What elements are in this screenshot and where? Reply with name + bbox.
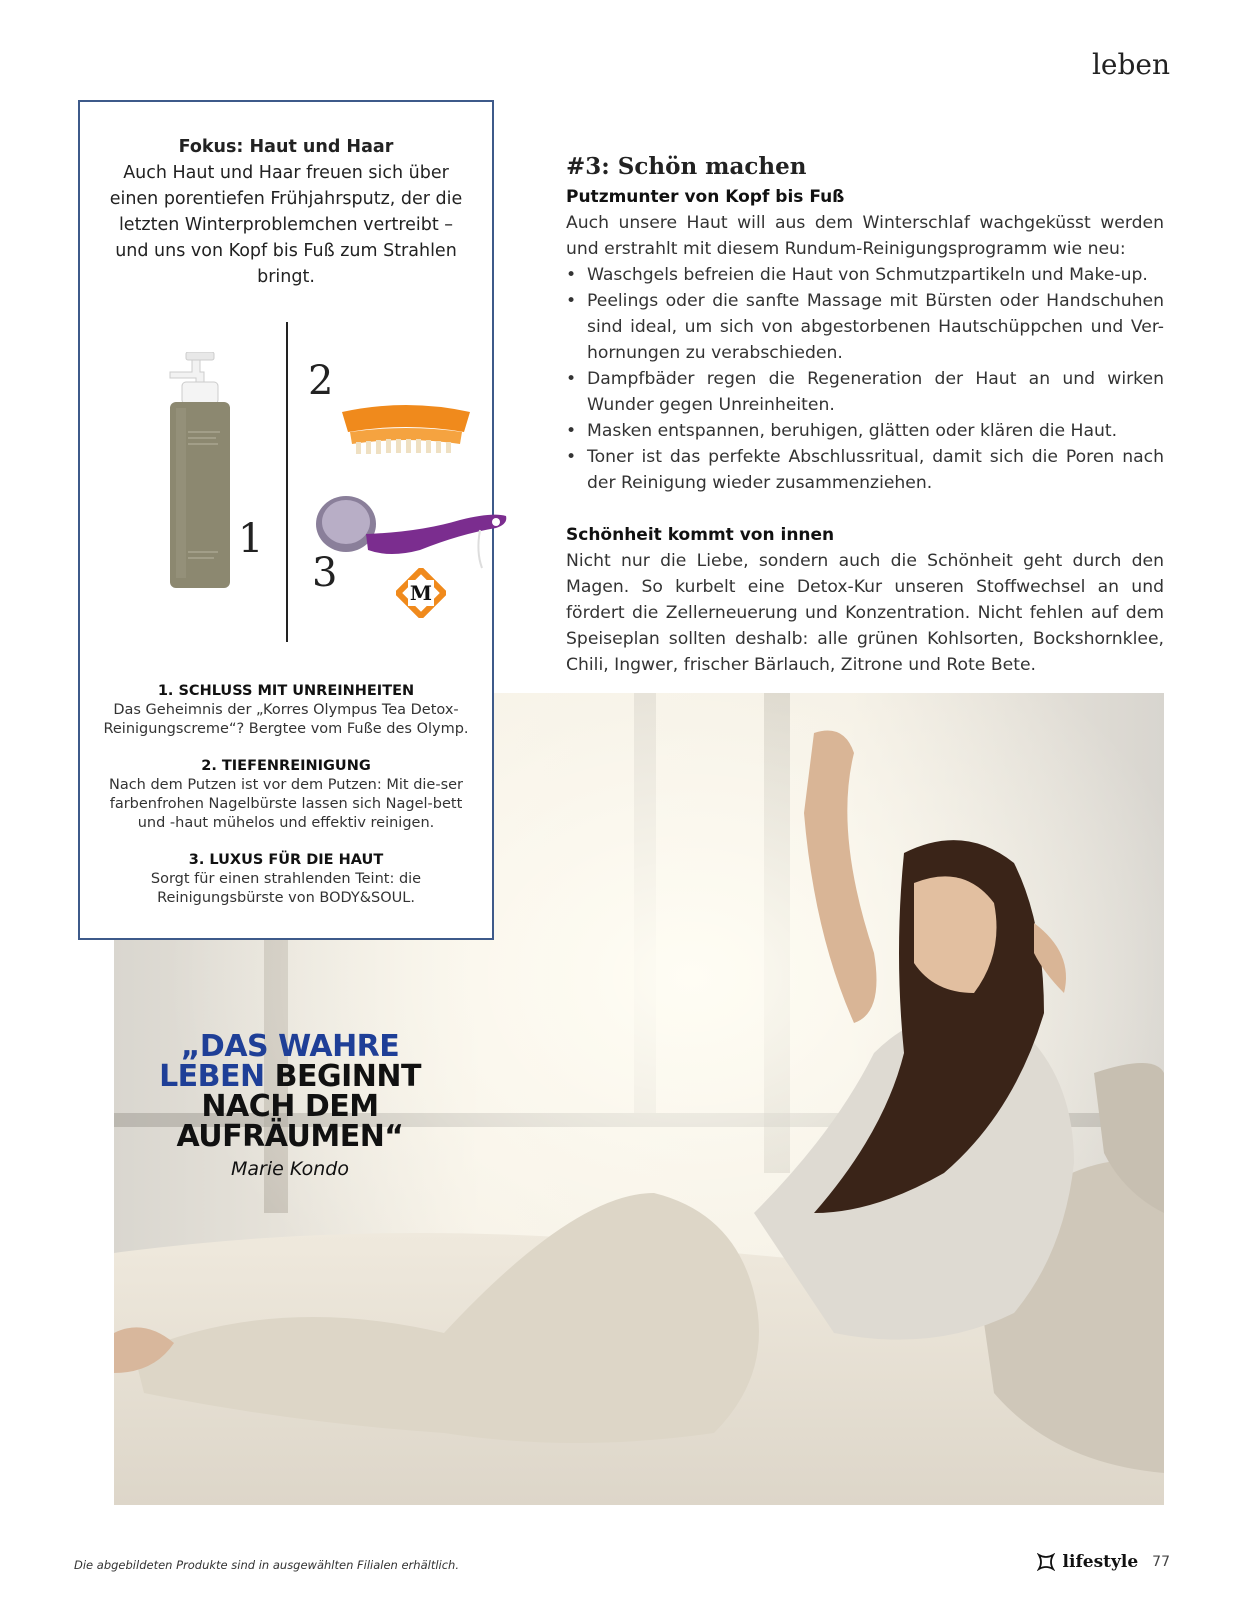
article-body	[566, 150, 1164, 678]
brand-logo-icon	[1037, 1553, 1055, 1571]
article-intro: Auch unsere Haut will aus dem Winterschlaf wachgeküsst werden und erstrahlt mit diesem Rundum-Reinigungsprogramm wie neu:	[566, 213, 1164, 259]
list-item: • Waschgels befreien die Haut von Schmutzpartikeln und Make-up.	[566, 262, 1164, 288]
caption-text: Sorgt für einen strahlenden Teint: die Reinigungsbürste von BODY&SOUL.	[150, 871, 422, 906]
article-subheading-2: Schönheit kommt von innen	[566, 525, 835, 545]
product-number-2: 2	[308, 358, 334, 404]
page-footer	[1037, 1552, 1170, 1572]
product-number-1: 1	[238, 516, 264, 562]
retailer-logo-letter: M	[409, 581, 433, 605]
list-item: • Dampfbäder regen die Regeneration der Haut an und wirken Wunder gegen Unreinheiten.	[566, 366, 1164, 418]
info-box-title: Fokus: Haut und Haar	[178, 137, 394, 157]
page-number: 77	[1152, 1554, 1170, 1570]
product-captions	[100, 682, 472, 926]
list-item: • Toner ist das perfekte Abschlussritual, damit sich die Poren nach der Reinigung wieder zusammenziehen.	[566, 444, 1164, 496]
article-paragraph-2: Nicht nur die Liebe, sondern auch die Schönheit geht durch den Magen. So kurbelt eine Detox-Kur unseren Stoffwechsel an und fördert die Zellerneuerung und Konzentration. Nicht fehlen auf dem Speiseplan sollten deshalb: alle grünen Kohlsorten, Bockshornklee, Chili, Ingwer, frischer Bärlauch, Zitrone und Rote Bete.	[566, 551, 1164, 675]
quote-text-rest: BEGINNT NACH DEM AUFRÄUMEN“	[176, 1059, 421, 1154]
caption-1	[100, 682, 472, 739]
product-images	[80, 322, 496, 652]
quote-text	[130, 1029, 450, 1154]
nail-brush-image	[336, 392, 476, 462]
info-box	[78, 100, 494, 940]
product-number-3: 3	[312, 550, 338, 596]
quote-text-highlight: „DAS WAHRE LEBEN	[159, 1029, 400, 1094]
footnote: Die abgebildeten Produkte sind in ausgewählten Filialen erhältlich.	[74, 1558, 459, 1572]
list-item: • Masken entspannen, beruhigen, glätten oder klären die Haut.	[566, 418, 1164, 444]
caption-title: 1. SCHLUSS MIT UNREINHEITEN	[157, 683, 415, 699]
caption-text: Nach dem Putzen ist vor dem Putzen: Mit die-ser farbenfrohen Nagelbürste lassen sich Nagel-bett und -haut mühelos und effektiv reinigen.	[108, 777, 464, 831]
face-brush-image	[310, 492, 510, 572]
article-bullet-list	[566, 262, 1164, 496]
products-divider	[286, 322, 288, 642]
caption-2	[100, 757, 472, 833]
quote-author: Marie Kondo	[231, 1158, 349, 1180]
info-box-intro	[100, 134, 472, 290]
retailer-logo	[396, 568, 446, 618]
caption-title: 2. TIEFENREINIGUNG	[201, 758, 371, 774]
caption-3	[100, 851, 472, 908]
list-item: • Peelings oder die sanfte Massage mit Bürsten oder Handschuhen sind ideal, um sich von abgestorbenen Hautschüppchen und Ver-hornungen zu verabschieden.	[566, 288, 1164, 366]
section-label: leben	[1091, 48, 1170, 81]
caption-text: Das Geheimnis der „Korres Olympus Tea Detox-Reinigungscreme“? Bergtee vom Fuße des Olymp.	[103, 702, 469, 737]
pull-quote	[130, 1029, 450, 1180]
caption-title: 3. LUXUS FÜR DIE HAUT	[188, 852, 384, 868]
info-box-text: Auch Haut und Haar freuen sich über einen porentiefen Frühjahrsputz, der die letzten Winterproblemchen vertreibt – und uns von Kopf bis Fuß zum Strahlen bringt.	[109, 163, 463, 287]
brand-name: lifestyle	[1062, 1552, 1139, 1572]
article-heading: #3: Schön machen	[566, 153, 807, 180]
article-subheading: Putzmunter von Kopf bis Fuß	[566, 187, 845, 207]
